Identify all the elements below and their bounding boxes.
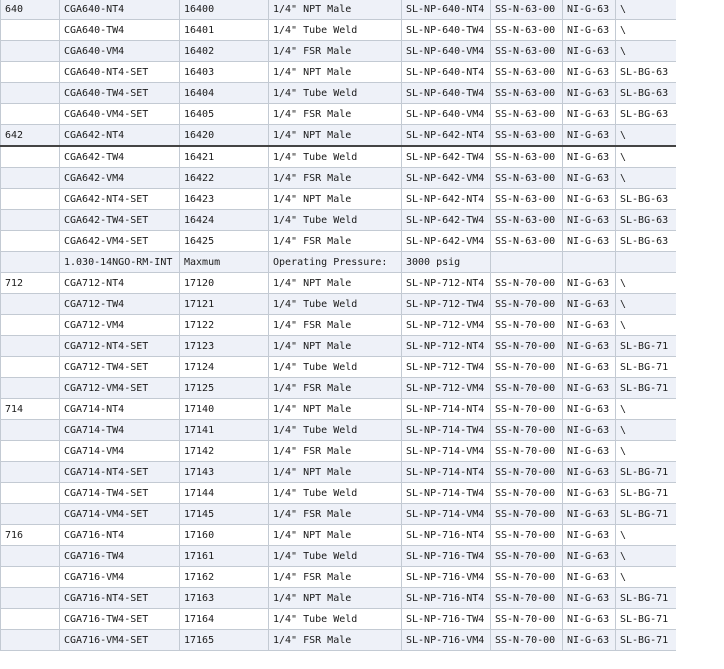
cell-connection-type[interactable]: 1/4" FSR Male (269, 630, 402, 651)
cell-connection-type[interactable]: 1/4" Tube Weld (269, 546, 402, 567)
cell-nut-part[interactable]: SS-N-63-00 (491, 104, 563, 125)
cell-connection-type[interactable]: 1/4" NPT Male (269, 273, 402, 294)
cell-part-number[interactable]: CGA642-VM4-SET (60, 231, 180, 252)
cell-cga-number[interactable]: 716 (1, 525, 60, 546)
cell-nipple-part[interactable]: SL-NP-714-TW4 (402, 483, 491, 504)
cell-nipple-part[interactable]: SL-NP-640-TW4 (402, 20, 491, 41)
cell-part-number[interactable]: CGA712-VM4 (60, 315, 180, 336)
cell-nut-part[interactable]: SS-N-70-00 (491, 462, 563, 483)
cell-gasket-part[interactable]: NI-G-63 (563, 273, 616, 294)
cell-nut-part[interactable]: SS-N-70-00 (491, 630, 563, 651)
cell-part-number[interactable]: CGA640-VM4 (60, 41, 180, 62)
cell-nut-part[interactable]: SS-N-70-00 (491, 609, 563, 630)
cell-connection-type[interactable]: 1/4" Tube Weld (269, 294, 402, 315)
cell-cga-number[interactable] (1, 83, 60, 104)
cell-connection-type[interactable]: 1/4" FSR Male (269, 231, 402, 252)
cell-gasket-part[interactable]: NI-G-63 (563, 630, 616, 651)
cell-nut-part[interactable]: SS-N-70-00 (491, 315, 563, 336)
table-row (1, 83, 677, 104)
cell-gasket-part[interactable]: NI-G-63 (563, 20, 616, 41)
cell-cga-number[interactable] (1, 630, 60, 651)
cell-cga-number[interactable] (1, 315, 60, 336)
cell-part-number[interactable]: CGA640-NT4-SET (60, 62, 180, 83)
cell-nipple-part[interactable]: SL-NP-640-VM4 (402, 41, 491, 62)
table-row (1, 336, 677, 357)
cell-nipple-part[interactable]: SL-NP-716-TW4 (402, 546, 491, 567)
cell-set-part[interactable]: SL-BG-63 (616, 210, 677, 231)
cell-connection-type[interactable]: 1/4" FSR Male (269, 378, 402, 399)
cell-nut-part[interactable]: SS-N-70-00 (491, 441, 563, 462)
cell-nut-part[interactable]: SS-N-70-00 (491, 357, 563, 378)
cell-set-part[interactable]: \ (616, 315, 677, 336)
cell-gasket-part[interactable]: NI-G-63 (563, 83, 616, 104)
cell-part-number[interactable]: CGA714-VM4-SET (60, 504, 180, 525)
table-row (1, 41, 677, 62)
cell-nipple-part[interactable]: SL-NP-712-TW4 (402, 357, 491, 378)
cell-nipple-part[interactable]: SL-NP-716-NT4 (402, 588, 491, 609)
cell-cga-number[interactable] (1, 20, 60, 41)
table-row (1, 252, 677, 273)
cell-set-part[interactable]: SL-BG-71 (616, 336, 677, 357)
cell-nipple-part[interactable]: SL-NP-640-TW4 (402, 83, 491, 104)
cell-nut-part[interactable]: SS-N-70-00 (491, 483, 563, 504)
cell-set-part[interactable]: SL-BG-71 (616, 630, 677, 651)
table-row (1, 273, 677, 294)
cell-nut-part[interactable]: SS-N-63-00 (491, 41, 563, 62)
cell-set-part[interactable]: \ (616, 525, 677, 546)
cell-nut-part[interactable]: SS-N-63-00 (491, 210, 563, 231)
cell-item-code[interactable]: 16423 (180, 189, 269, 210)
cell-cga-number[interactable] (1, 189, 60, 210)
cell-gasket-part[interactable]: NI-G-63 (563, 168, 616, 189)
cell-item-code[interactable]: 17164 (180, 609, 269, 630)
table-row (1, 420, 677, 441)
cell-item-code[interactable]: 17122 (180, 315, 269, 336)
cell-item-code[interactable]: 16405 (180, 104, 269, 125)
cell-connection-type[interactable]: 1/4" Tube Weld (269, 210, 402, 231)
cell-nipple-part[interactable]: SL-NP-712-TW4 (402, 294, 491, 315)
cell-set-part[interactable]: \ (616, 20, 677, 41)
cell-gasket-part[interactable]: NI-G-63 (563, 399, 616, 420)
cell-item-code[interactable]: Maxmum (180, 252, 269, 273)
cell-item-code[interactable]: 17124 (180, 357, 269, 378)
cell-part-number[interactable]: CGA640-TW4 (60, 20, 180, 41)
cell-set-part[interactable]: SL-BG-71 (616, 483, 677, 504)
cell-part-number[interactable]: CGA714-NT4-SET (60, 462, 180, 483)
cell-cga-number[interactable] (1, 588, 60, 609)
cell-nipple-part[interactable]: SL-NP-714-VM4 (402, 441, 491, 462)
cell-set-part[interactable]: \ (616, 441, 677, 462)
table-row (1, 525, 677, 546)
cell-nut-part[interactable]: SS-N-63-00 (491, 20, 563, 41)
table-row (1, 483, 677, 504)
cell-part-number[interactable]: CGA716-TW4 (60, 546, 180, 567)
table-row (1, 104, 677, 125)
cell-item-code[interactable]: 17120 (180, 273, 269, 294)
cell-set-part[interactable]: \ (616, 567, 677, 588)
cell-cga-number[interactable] (1, 546, 60, 567)
cell-set-part[interactable]: \ (616, 399, 677, 420)
cell-connection-type[interactable]: 1/4" Tube Weld (269, 20, 402, 41)
cell-nut-part[interactable]: SS-N-63-00 (491, 83, 563, 104)
cell-gasket-part[interactable]: NI-G-63 (563, 357, 616, 378)
cell-connection-type[interactable]: 1/4" Tube Weld (269, 483, 402, 504)
cell-cga-number[interactable] (1, 441, 60, 462)
cell-nipple-part[interactable]: SL-NP-642-VM4 (402, 231, 491, 252)
cell-set-part[interactable]: SL-BG-71 (616, 504, 677, 525)
cell-nut-part[interactable]: SS-N-70-00 (491, 504, 563, 525)
cell-nipple-part[interactable]: SL-NP-642-VM4 (402, 168, 491, 189)
cell-cga-number[interactable] (1, 567, 60, 588)
cell-cga-number[interactable]: 642 (1, 125, 60, 147)
table-row (1, 588, 677, 609)
cell-item-code[interactable]: 17142 (180, 441, 269, 462)
cell-part-number[interactable]: CGA642-TW4 (60, 146, 180, 168)
cell-item-code[interactable]: 17160 (180, 525, 269, 546)
cell-cga-number[interactable] (1, 231, 60, 252)
table-row (1, 62, 677, 83)
cell-part-number[interactable]: CGA714-VM4 (60, 441, 180, 462)
cell-connection-type[interactable]: 1/4" NPT Male (269, 462, 402, 483)
cell-connection-type[interactable]: 1/4" NPT Male (269, 588, 402, 609)
cell-part-number[interactable]: CGA716-TW4-SET (60, 609, 180, 630)
cell-nut-part[interactable]: SS-N-70-00 (491, 567, 563, 588)
cell-item-code[interactable]: 17141 (180, 420, 269, 441)
cell-gasket-part[interactable]: NI-G-63 (563, 441, 616, 462)
cell-nipple-part[interactable]: SL-NP-716-NT4 (402, 525, 491, 546)
cell-cga-number[interactable] (1, 462, 60, 483)
table-row (1, 441, 677, 462)
cell-nut-part[interactable]: SS-N-70-00 (491, 378, 563, 399)
cell-nut-part[interactable]: SS-N-70-00 (491, 399, 563, 420)
cell-part-number[interactable]: CGA716-VM4 (60, 567, 180, 588)
cell-nipple-part[interactable]: SL-NP-714-VM4 (402, 504, 491, 525)
cell-set-part[interactable]: SL-BG-63 (616, 83, 677, 104)
cell-item-code[interactable]: 17123 (180, 336, 269, 357)
cell-cga-number[interactable] (1, 357, 60, 378)
cell-nipple-part[interactable]: SL-NP-642-NT4 (402, 189, 491, 210)
table-row (1, 357, 677, 378)
cell-gasket-part[interactable]: NI-G-63 (563, 567, 616, 588)
cell-set-part[interactable]: SL-BG-71 (616, 609, 677, 630)
cell-nipple-part[interactable]: SL-NP-714-TW4 (402, 420, 491, 441)
cell-set-part[interactable]: SL-BG-71 (616, 378, 677, 399)
table-row (1, 315, 677, 336)
cell-gasket-part[interactable]: NI-G-63 (563, 420, 616, 441)
cell-item-code[interactable]: 17140 (180, 399, 269, 420)
cell-connection-type[interactable]: 1/4" Tube Weld (269, 609, 402, 630)
cell-set-part[interactable]: SL-BG-63 (616, 104, 677, 125)
cell-cga-number[interactable] (1, 104, 60, 125)
cell-item-code[interactable]: 16404 (180, 83, 269, 104)
cell-nipple-part[interactable]: SL-NP-712-VM4 (402, 315, 491, 336)
cell-item-code[interactable]: 17161 (180, 546, 269, 567)
cell-part-number[interactable]: CGA640-VM4-SET (60, 104, 180, 125)
cell-part-number[interactable]: CGA714-TW4-SET (60, 483, 180, 504)
cell-cga-number[interactable] (1, 336, 60, 357)
cell-part-number[interactable]: CGA642-NT4-SET (60, 189, 180, 210)
cell-gasket-part[interactable]: NI-G-63 (563, 525, 616, 546)
cell-nipple-part[interactable]: SL-NP-640-NT4 (402, 0, 491, 20)
cell-gasket-part[interactable]: NI-G-63 (563, 504, 616, 525)
cell-part-number[interactable]: CGA640-NT4 (60, 0, 180, 20)
cell-cga-number[interactable] (1, 294, 60, 315)
cell-gasket-part[interactable]: NI-G-63 (563, 125, 616, 147)
table-row (1, 504, 677, 525)
cell-gasket-part[interactable]: NI-G-63 (563, 336, 616, 357)
cell-part-number[interactable]: CGA640-TW4-SET (60, 83, 180, 104)
cell-set-part[interactable]: \ (616, 0, 677, 20)
cell-connection-type[interactable]: 1/4" NPT Male (269, 525, 402, 546)
cell-gasket-part[interactable]: NI-G-63 (563, 189, 616, 210)
cell-part-number[interactable]: CGA716-NT4 (60, 525, 180, 546)
table-row (1, 378, 677, 399)
cell-cga-number[interactable] (1, 378, 60, 399)
cell-connection-type[interactable]: 1/4" NPT Male (269, 189, 402, 210)
cell-nut-part[interactable]: SS-N-70-00 (491, 336, 563, 357)
cell-gasket-part[interactable]: NI-G-63 (563, 41, 616, 62)
table-row (1, 168, 677, 189)
cell-set-part[interactable]: SL-BG-63 (616, 62, 677, 83)
cell-set-part[interactable]: \ (616, 294, 677, 315)
cell-part-number[interactable]: CGA712-TW4 (60, 294, 180, 315)
cell-item-code[interactable]: 17165 (180, 630, 269, 651)
cell-cga-number[interactable] (1, 41, 60, 62)
cell-item-code[interactable]: 16421 (180, 146, 269, 168)
cell-gasket-part[interactable]: NI-G-63 (563, 483, 616, 504)
cell-connection-type[interactable]: 1/4" Tube Weld (269, 357, 402, 378)
cell-nipple-part[interactable]: 3000 psig (402, 252, 491, 273)
cell-set-part[interactable]: \ (616, 546, 677, 567)
cell-item-code[interactable]: 16422 (180, 168, 269, 189)
cell-nut-part[interactable]: SS-N-63-00 (491, 62, 563, 83)
table-row (1, 609, 677, 630)
cell-connection-type[interactable]: Operating Pressure: (269, 252, 402, 273)
cell-set-part[interactable] (616, 252, 677, 273)
cell-set-part[interactable]: SL-BG-71 (616, 462, 677, 483)
cell-connection-type[interactable]: 1/4" FSR Male (269, 567, 402, 588)
cell-gasket-part[interactable]: NI-G-63 (563, 609, 616, 630)
table-row (1, 20, 677, 41)
cell-item-code[interactable]: 17145 (180, 504, 269, 525)
cell-item-code[interactable]: 16400 (180, 0, 269, 20)
cell-item-code[interactable]: 17144 (180, 483, 269, 504)
table-row (1, 630, 677, 651)
cell-set-part[interactable]: \ (616, 420, 677, 441)
cell-item-code[interactable]: 17125 (180, 378, 269, 399)
cell-item-code[interactable]: 16424 (180, 210, 269, 231)
cell-part-number[interactable]: CGA642-TW4-SET (60, 210, 180, 231)
cell-nut-part[interactable]: SS-N-70-00 (491, 546, 563, 567)
cell-nipple-part[interactable]: SL-NP-716-TW4 (402, 609, 491, 630)
cell-item-code[interactable]: 17143 (180, 462, 269, 483)
cell-gasket-part[interactable]: NI-G-63 (563, 588, 616, 609)
cell-gasket-part[interactable]: NI-G-63 (563, 62, 616, 83)
cell-part-number[interactable]: CGA712-VM4-SET (60, 378, 180, 399)
cell-cga-number[interactable] (1, 210, 60, 231)
cell-cga-number[interactable] (1, 504, 60, 525)
cell-nipple-part[interactable]: SL-NP-714-NT4 (402, 462, 491, 483)
cell-item-code[interactable]: 16403 (180, 62, 269, 83)
cell-set-part[interactable]: SL-BG-71 (616, 588, 677, 609)
cell-item-code[interactable]: 17121 (180, 294, 269, 315)
cell-gasket-part[interactable]: NI-G-63 (563, 315, 616, 336)
cell-connection-type[interactable]: 1/4" FSR Male (269, 441, 402, 462)
cell-connection-type[interactable]: 1/4" NPT Male (269, 399, 402, 420)
cell-set-part[interactable]: \ (616, 41, 677, 62)
cell-cga-number[interactable] (1, 252, 60, 273)
cell-nipple-part[interactable]: SL-NP-716-VM4 (402, 567, 491, 588)
table-row (1, 210, 677, 231)
cell-connection-type[interactable]: 1/4" FSR Male (269, 504, 402, 525)
cell-gasket-part[interactable]: NI-G-63 (563, 146, 616, 168)
cell-set-part[interactable]: \ (616, 125, 677, 147)
cell-set-part[interactable]: SL-BG-63 (616, 189, 677, 210)
cell-nut-part[interactable]: SS-N-70-00 (491, 294, 563, 315)
cell-cga-number[interactable] (1, 420, 60, 441)
cell-part-number[interactable]: CGA714-TW4 (60, 420, 180, 441)
cell-item-code[interactable]: 17163 (180, 588, 269, 609)
cell-set-part[interactable]: \ (616, 146, 677, 168)
cell-nipple-part[interactable]: SL-NP-640-NT4 (402, 62, 491, 83)
cell-part-number[interactable]: CGA712-NT4 (60, 273, 180, 294)
cell-item-code[interactable]: 16401 (180, 20, 269, 41)
cell-set-part[interactable]: \ (616, 168, 677, 189)
table-row (1, 146, 677, 168)
cell-nipple-part[interactable]: SL-NP-716-VM4 (402, 630, 491, 651)
cell-nipple-part[interactable]: SL-NP-714-NT4 (402, 399, 491, 420)
cell-nipple-part[interactable]: SL-NP-712-VM4 (402, 378, 491, 399)
cell-cga-number[interactable] (1, 609, 60, 630)
cell-set-part[interactable]: \ (616, 273, 677, 294)
cell-connection-type[interactable]: 1/4" NPT Male (269, 62, 402, 83)
blank-margin (676, 0, 724, 669)
cell-part-number[interactable]: CGA712-NT4-SET (60, 336, 180, 357)
cell-connection-type[interactable]: 1/4" NPT Male (269, 336, 402, 357)
cell-connection-type[interactable]: 1/4" NPT Male (269, 125, 402, 147)
cell-nipple-part[interactable]: SL-NP-712-NT4 (402, 336, 491, 357)
cell-cga-number[interactable] (1, 62, 60, 83)
table-row (1, 231, 677, 252)
cell-part-number[interactable]: 1.030-14NGO-RM-INT (60, 252, 180, 273)
cell-gasket-part[interactable]: NI-G-63 (563, 231, 616, 252)
cell-gasket-part[interactable]: NI-G-63 (563, 210, 616, 231)
cell-nut-part[interactable]: SS-N-63-00 (491, 189, 563, 210)
cell-connection-type[interactable]: 1/4" FSR Male (269, 104, 402, 125)
cell-cga-number[interactable] (1, 483, 60, 504)
cell-nut-part[interactable]: SS-N-70-00 (491, 588, 563, 609)
cell-nipple-part[interactable]: SL-NP-642-NT4 (402, 125, 491, 147)
cell-gasket-part[interactable]: NI-G-63 (563, 546, 616, 567)
table-row (1, 125, 677, 147)
cell-item-code[interactable]: 16420 (180, 125, 269, 147)
cell-part-number[interactable]: CGA642-NT4 (60, 125, 180, 147)
cell-item-code[interactable]: 16402 (180, 41, 269, 62)
cell-nut-part[interactable]: SS-N-70-00 (491, 273, 563, 294)
cell-item-code[interactable]: 17162 (180, 567, 269, 588)
cell-nipple-part[interactable]: SL-NP-642-TW4 (402, 210, 491, 231)
cell-part-number[interactable]: CGA716-NT4-SET (60, 588, 180, 609)
cell-item-code[interactable]: 16425 (180, 231, 269, 252)
cell-part-number[interactable]: CGA712-TW4-SET (60, 357, 180, 378)
cell-connection-type[interactable]: 1/4" FSR Male (269, 315, 402, 336)
cell-nut-part[interactable]: SS-N-63-00 (491, 168, 563, 189)
cell-gasket-part[interactable]: NI-G-63 (563, 462, 616, 483)
cell-nipple-part[interactable]: SL-NP-712-NT4 (402, 273, 491, 294)
cell-gasket-part[interactable]: NI-G-63 (563, 0, 616, 20)
table-row (1, 189, 677, 210)
cell-part-number[interactable]: CGA714-NT4 (60, 399, 180, 420)
cell-part-number[interactable]: CGA716-VM4-SET (60, 630, 180, 651)
cell-connection-type[interactable]: 1/4" FSR Male (269, 41, 402, 62)
table-body (1, 0, 677, 651)
cell-part-number[interactable]: CGA642-VM4 (60, 168, 180, 189)
cell-nut-part[interactable]: SS-N-63-00 (491, 0, 563, 20)
cell-connection-type[interactable]: 1/4" Tube Weld (269, 420, 402, 441)
cell-cga-number[interactable]: 714 (1, 399, 60, 420)
cell-nut-part[interactable]: SS-N-63-00 (491, 125, 563, 147)
cell-cga-number[interactable] (1, 146, 60, 168)
cell-nut-part[interactable]: SS-N-70-00 (491, 420, 563, 441)
cell-nut-part[interactable]: SS-N-63-00 (491, 146, 563, 168)
table-row (1, 567, 677, 588)
cell-nut-part[interactable]: SS-N-70-00 (491, 525, 563, 546)
cell-connection-type[interactable]: 1/4" Tube Weld (269, 146, 402, 168)
cell-set-part[interactable]: SL-BG-63 (616, 231, 677, 252)
cell-connection-type[interactable]: 1/4" NPT Male (269, 0, 402, 20)
table-row (1, 462, 677, 483)
cell-gasket-part[interactable]: NI-G-63 (563, 104, 616, 125)
cell-nipple-part[interactable]: SL-NP-642-TW4 (402, 146, 491, 168)
cell-nipple-part[interactable]: SL-NP-640-VM4 (402, 104, 491, 125)
table-row (1, 399, 677, 420)
cell-set-part[interactable]: SL-BG-71 (616, 357, 677, 378)
table-row (1, 294, 677, 315)
cell-cga-number[interactable]: 712 (1, 273, 60, 294)
cell-connection-type[interactable]: 1/4" Tube Weld (269, 83, 402, 104)
cell-cga-number[interactable]: 640 (1, 0, 60, 20)
cell-nut-part[interactable] (491, 252, 563, 273)
table-row (1, 546, 677, 567)
cell-gasket-part[interactable]: NI-G-63 (563, 294, 616, 315)
cell-gasket-part[interactable] (563, 252, 616, 273)
cell-gasket-part[interactable]: NI-G-63 (563, 378, 616, 399)
cell-nut-part[interactable]: SS-N-63-00 (491, 231, 563, 252)
table-row (1, 0, 677, 20)
cell-connection-type[interactable]: 1/4" FSR Male (269, 168, 402, 189)
cell-cga-number[interactable] (1, 168, 60, 189)
